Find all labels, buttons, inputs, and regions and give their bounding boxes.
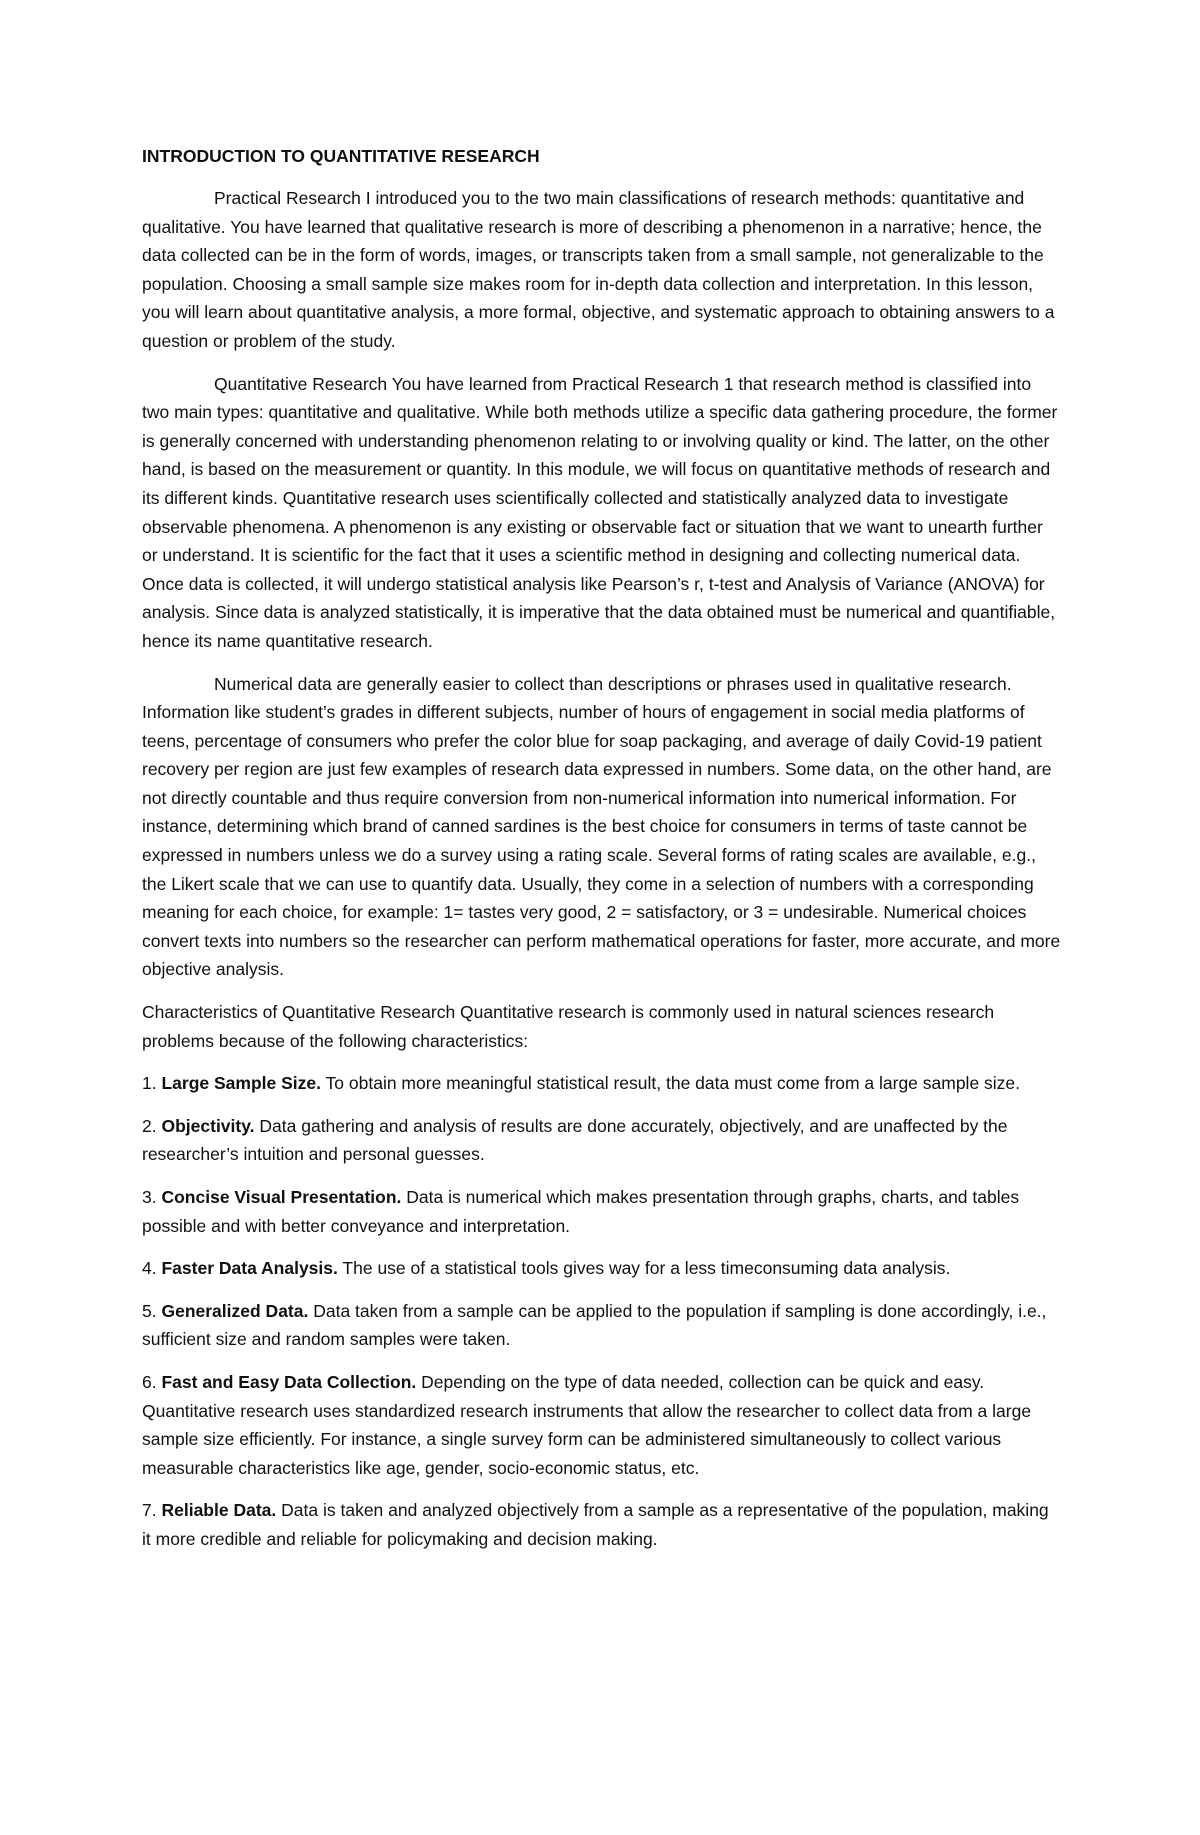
characteristic-item (142, 1254, 1062, 1283)
characteristic-number: 5. (142, 1300, 157, 1321)
characteristic-text: To obtain more meaningful statistical result, the data must come from a large sample size. (325, 1073, 1021, 1094)
page-title: INTRODUCTION TO QUANTITATIVE RESEARCH (142, 146, 540, 166)
characteristic-title: Objectivity. (161, 1115, 255, 1136)
characteristic-number: 7. (142, 1500, 157, 1521)
document-body (142, 142, 1062, 1568)
characteristic-text: Data is numerical which makes presentation through graphs, charts, and tables possible and with better conveyance and interpretation. (142, 1187, 1020, 1236)
characteristic-title: Concise Visual Presentation. (161, 1187, 402, 1207)
characteristic-number: 6. (142, 1371, 157, 1392)
characteristic-title: Generalized Data. (161, 1300, 309, 1321)
characteristic-title: Large Sample Size. (161, 1073, 321, 1094)
characteristic-item (142, 1496, 1062, 1553)
characteristic-text: Depending on the type of data needed, collection can be quick and easy. Quantitative research uses standardized research instruments that allow the researcher to collect data from a large sample size efficiently. For instance, a single survey form can be administered simultaneously to collect various measurable characteristics like age, gender, socio-economic status, etc. (142, 1371, 1032, 1478)
characteristic-text: Data gathering and analysis of results are done accurately, objectively, and are unaffected by the researcher’s intuition and personal guesses. (142, 1115, 1008, 1165)
characteristic-text: The use of a statistical tools gives way for a less timeconsuming data analysis. (342, 1258, 951, 1279)
characteristic-item (142, 1112, 1062, 1169)
characteristic-number: 3. (142, 1187, 157, 1207)
characteristic-text: Data taken from a sample can be applied to the population if sampling is done accordingly, i.e., sufficient size and random samples were taken. (142, 1300, 1047, 1350)
characteristic-item (142, 1368, 1062, 1482)
characteristic-number: 4. (142, 1258, 157, 1279)
paragraph-numerical-data: Numerical data are generally easier to collect than descriptions or phrases used in qualitative research. Information like student’s grades in different subjects, number of hours of engagement in social media platforms of teens, percentage of consumers who prefer the color blue for soap packaging, and average of daily Covid-19 patient recovery per region are just few examples of research data expressed in numbers. Some data, on the other hand, are not directly countable and thus require conversion from non-numerical information into numerical information. For instance, determining which brand of canned sardines is the best choice for consumers in terms of taste cannot be expressed in numbers unless we do a survey using a rating scale. Several forms of rating scales are available, e.g., the Likert scale that we can use to quantify data. Usually, they come in a selection of numbers with a corresponding meaning for each choice, for example: 1= tastes very good, 2 = satisfactory, or 3 = undesirable. Numerical choices convert texts into numbers so the researcher can perform mathematical operations for faster, more accurate, and more objective analysis. (142, 673, 1061, 980)
characteristic-title: Faster Data Analysis. (161, 1258, 338, 1279)
characteristic-number: 1. (142, 1073, 157, 1094)
characteristic-item (142, 1183, 1062, 1240)
characteristic-text: Data is taken and analyzed objectively from a sample as a representative of the population, making it more credible and reliable for policymaking and decision making. (142, 1500, 1049, 1549)
characteristic-item (142, 1069, 1062, 1098)
characteristic-title: Fast and Easy Data Collection. (161, 1371, 417, 1392)
characteristic-item (142, 1297, 1062, 1354)
characteristic-title: Reliable Data. (161, 1500, 277, 1521)
paragraph-characteristics-intro: Characteristics of Quantitative Research Quantitative research is commonly used in natural sciences research problems because of the following characteristics: (142, 1002, 995, 1051)
paragraph-quantitative-research: Quantitative Research You have learned from Practical Research 1 that research method is classified into two main types: quantitative and qualitative. While both methods utilize a specific data gathering procedure, the former is generally concerned with understanding phenomenon relating to or involving quality or kind. The latter, on the other hand, is based on the measurement or quantity. In this module, we will focus on quantitative methods of research and its different kinds. Quantitative research uses scientifically collected and statistically analyzed data to investigate observable phenomena. A phenomenon is any existing or observable fact or situation that we want to unearth further or understand. It is scientific for the fact that it uses a scientific method in designing and collecting numerical data. Once data is collected, it will undergo statistical analysis like Pearson’s r, t-test and Analysis of Variance (ANOVA) for analysis. Since data is analyzed statistically, it is imperative that the data obtained must be numerical and quantifiable, hence its name quantitative research. (142, 373, 1058, 651)
characteristic-number: 2. (142, 1115, 157, 1136)
paragraph-intro: Practical Research I introduced you to the two main classifications of research methods: quantitative and qualitative. You have learned that qualitative research is more of describing a phenomenon in a narrative; hence, the data collected can be in the form of words, images, or transcripts taken from a small sample, not generalizable to the population. Choosing a small sample size makes room for in-depth data collection and interpretation. In this lesson, you will learn about quantitative analysis, a more formal, objective, and systematic approach to obtaining answers to a question or problem of the study. (142, 188, 1055, 351)
